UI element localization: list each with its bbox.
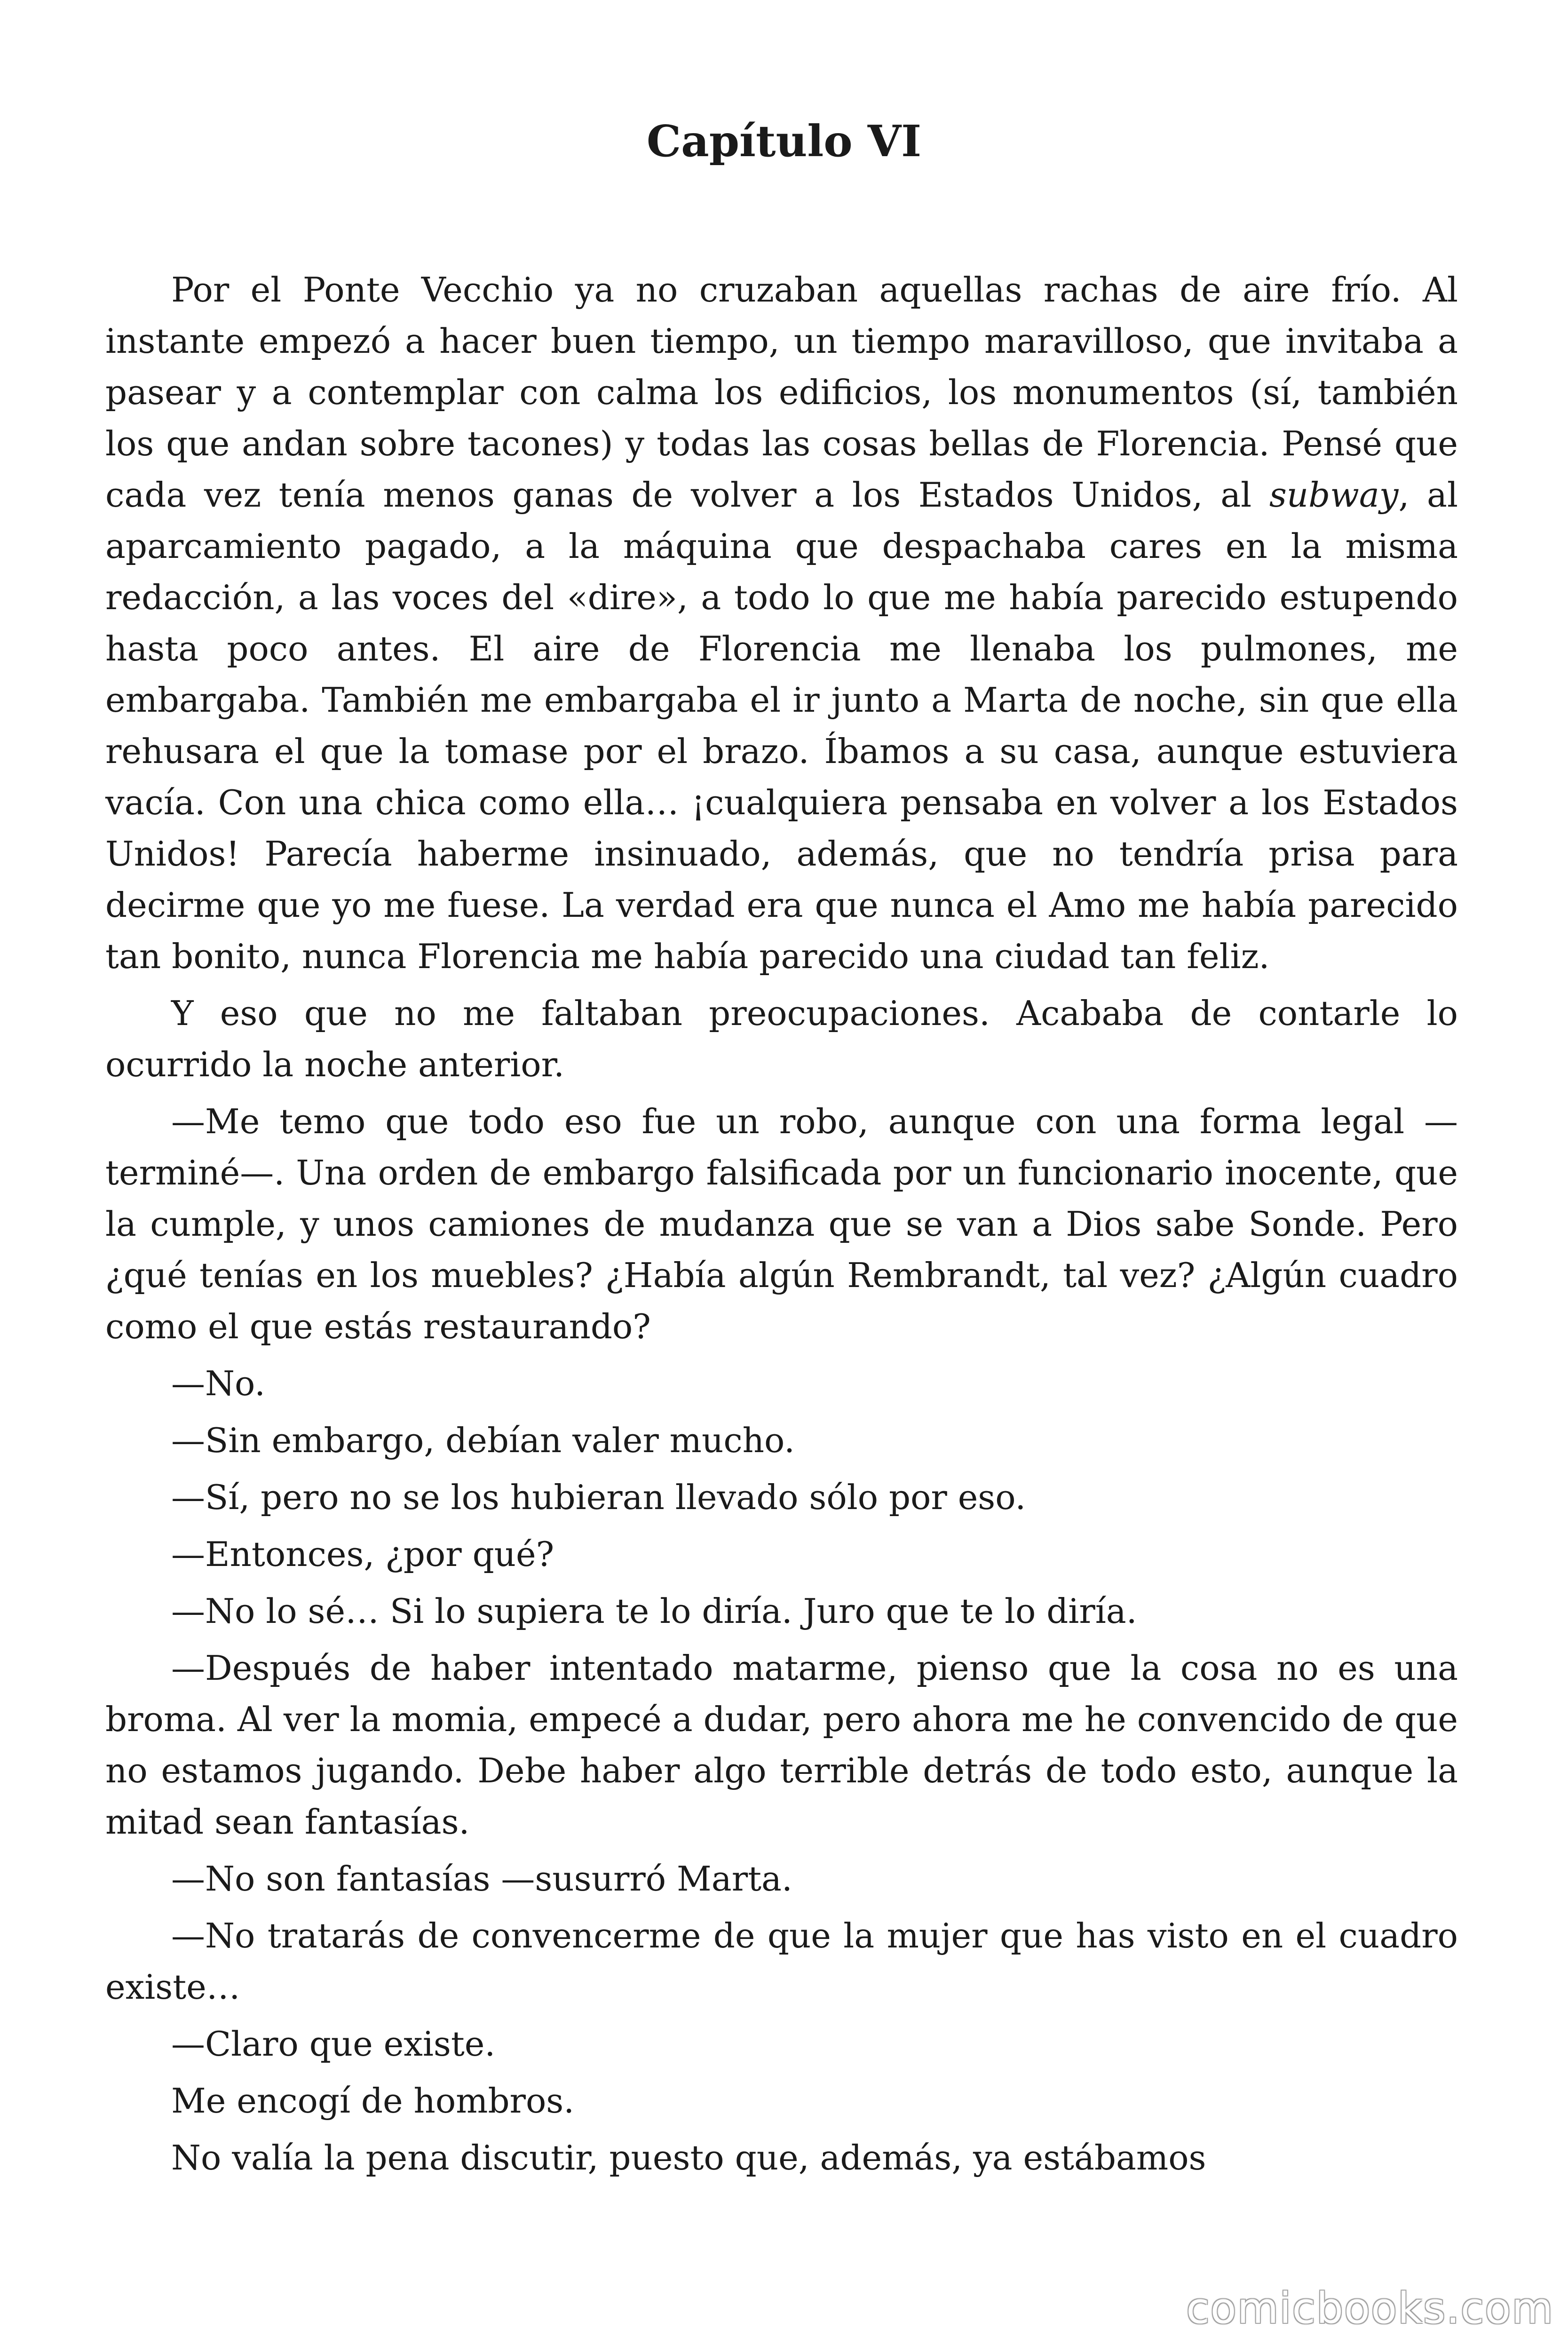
paragraph-11: —No tratarás de convencerme de que la mujer que has visto en el cuadro existe…	[105, 1916, 1458, 2007]
paragraph-8: —No lo sé… Si lo supiera te lo diría. Juro que te lo diría.	[171, 1591, 1137, 1631]
paragraph-14: No valía la pena discutir, puesto que, además, ya estábamos	[171, 2138, 1206, 2177]
paragraph-12: —Claro que existe.	[171, 2024, 496, 2064]
site-watermark: comicbooks.com	[1186, 2284, 1554, 2333]
paragraph-13: Me encogí de hombros.	[171, 2081, 575, 2121]
chapter-title: Capítulo VI	[646, 116, 922, 167]
paragraph-1-italic-word: subway	[1269, 475, 1399, 515]
paragraph-1	[105, 264, 1458, 982]
paragraph-3: —Me temo que todo eso fue un robo, aunque con una forma legal —terminé—. Una orden de embargo falsificada por un funcionario inocente, que la cumple, y unos camiones de mudanza que se van a Dios sabe Sonde. Pero ¿qué tenías en los muebles? ¿Había algún Rembrandt, tal vez? ¿Algún cuadro como el que estás restaurando?	[105, 1102, 1458, 1346]
paragraph-9: —Después de haber intentado matarme, pienso que la cosa no es una broma. Al ver la momia, empecé a dudar, pero ahora me he convencido de que no estamos jugando. Debe haber algo terrible detrás de todo esto, aunque la mitad sean fantasías.	[105, 1648, 1458, 1842]
paragraph-7: —Entonces, ¿por qué?	[171, 1534, 554, 1574]
paragraph-1-text-end: , al aparcamiento pagado, a la máquina que despachaba cares en la misma redacción, a las voces del «dire», a todo lo que me había parecido estupendo hasta poco antes. El aire de Florencia me llenaba los pulmones, me embargaba. También me embargaba el ir junto a Marta de noche, sin que ella rehusara el que la tomase por el brazo. Íbamos a su casa, aunque estuviera vacía. Con una chica como ella… ¡cualquiera pensaba en volver a los Estados Unidos! Parecía haberme insinuado, además, que no tendría prisa para decirme que yo me fuese. La verdad era que nunca el Amo me había parecido tan bonito, nunca Florencia me había parecido una ciudad tan feliz.	[105, 475, 1458, 976]
chapter-body	[105, 264, 1458, 2189]
paragraph-1-text-start: Por el Ponte Vecchio ya no cruzaban aquellas rachas de aire frío. Al instante empezó a hacer buen tiempo, un tiempo maravilloso, que invitaba a pasear y a contemplar con calma los edificios, los monumentos (sí, también los que andan sobre tacones) y todas las cosas bellas de Florencia. Pensé que cada vez tenía menos ganas de volver a los Estados Unidos, al	[105, 270, 1458, 515]
paragraph-2: Y eso que no me faltaban preocupaciones. Acababa de contarle lo ocurrido la noche anterior.	[105, 993, 1458, 1084]
paragraph-4: —No.	[171, 1364, 265, 1403]
paragraph-5: —Sin embargo, debían valer mucho.	[171, 1421, 795, 1460]
paragraph-6: —Sí, pero no se los hubieran llevado sólo por eso.	[171, 1478, 1026, 1517]
paragraph-10: —No son fantasías —susurró Marta.	[171, 1859, 792, 1899]
